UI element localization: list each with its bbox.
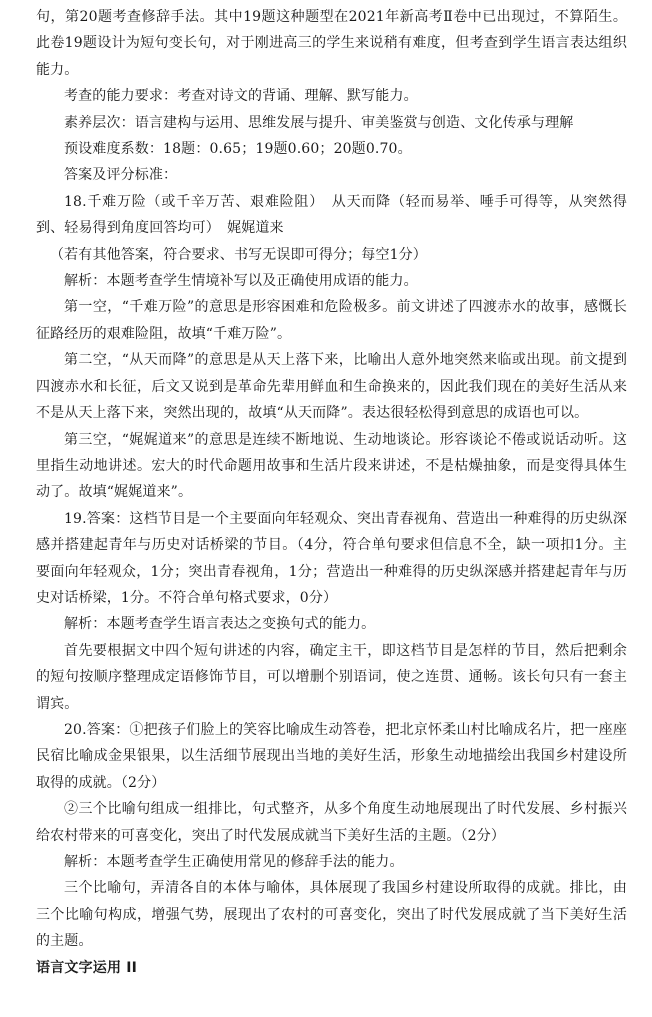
q18-analysis: 解析：本题考查学生情境补写以及正确使用成语的能力。 [64, 273, 418, 290]
q18-scoring: （若有其他答案，符合要求、书写无误即可得分；每空1分） [50, 246, 427, 263]
q20-explanation: 三个比喻句，弄清各自的本体与喻体，具体展现了我国乡村建设所取得的成就。排比，由三个比喻句构成，增强气势，展现出了农村的可喜变化，突出了时代发展成就了当下美好生活的主题。 [36, 880, 627, 950]
difficulty-coefficient: 预设难度系数：18题：0.65；19题0.60；20题0.70。 [64, 141, 412, 158]
q18-answer: 18.千难万险（或千辛万苦、艰难险阻） 从天而降（轻而易举、唾手可得等，从突然得到、轻易得到角度回答均可） 娓娓道来 [36, 193, 627, 237]
section-heading: 语言文字运用 II [36, 959, 138, 976]
intro-paragraph: 句，第20题考查修辞手法。其中19题这种题型在2021年新高考Ⅱ卷中已出现过，不算陌生。此卷19题设计为短句变长句，对于刚进高三的学生来说稍有难度，但考查到学生语言表达组织能力。 [36, 9, 627, 78]
q18-blank-2: 第二空，“从天而降”的意思是从天上落下来，比喻出人意外地突然来临或出现。前文提到四渡赤水和长征，后文又说到是革命先辈用鲜血和生命换来的，因此我们现在的美好生活从来不是从天上落下来，突然出现的，故填“从天而降”。表达很轻松得到意思的成语也可以。 [36, 352, 627, 422]
q20-analysis: 解析：本题考查学生正确使用常见的修辞手法的能力。 [64, 854, 404, 870]
q20-answer-2: ②三个比喻句组成一组排比，句式整齐，从多个角度生动地展现出了时代发展、乡村振兴给农村带来的可喜变化，突出了时代发展成就当下美好生活的主题。（2分） [36, 801, 627, 844]
literacy-level: 素养层次：语言建构与运用、思维发展与提升、审美鉴赏与创造、文化传承与理解 [64, 114, 574, 131]
q20-answer-1: 20.答案：①把孩子们脸上的笑容比喻成生动答卷，把北京怀柔山村比喻成名片，把一座座民宿比喻成金果银果，以生活细节展现出当地的美好生活，形象生动地描绘出我国乡村建设所取得的成就。（2分） [36, 721, 627, 791]
answer-criteria-label: 答案及评分标准： [64, 167, 178, 184]
q18-blank-1: 第一空，“千难万险”的意思是形容困难和危险极多。前文讲述了四渡赤水的故事，感慨长征路经历的艰难险阻，故填“千难万险”。 [36, 299, 627, 342]
q19-answer: 19.答案：这档节目是一个主要面向年轻观众、突出青春视角、营造出一种难得的历史纵深感并搭建起青年与历史对话桥梁的节目。（4分，符合单句要求但信息不全，缺一项扣1分。主要面向年轻观众，1分；突出青春视角，1分；营造出一种难得的历史纵深感并搭建起青年与历史对话桥梁，1分。不符合单句格式要求，0分） [36, 510, 627, 606]
q18-blank-3: 第三空，“娓娓道来”的意思是连续不断地说、生动地谈论。形容谈论不倦或说话动听。这里指生动地讲述。宏大的时代命题用故事和生活片段来讲述，不是枯燥抽象，而是变得具体生动了。故填“娓娓道来”。 [36, 431, 627, 501]
q19-analysis: 解析：本题考查学生语言表达之变换句式的能力。 [64, 616, 376, 633]
q19-explanation: 首先要根据文中四个短句讲述的内容，确定主干，即这档节目是怎样的节目，然后把剩余的短句按顺序整理成定语修饰节目，可以增删个别语词，使之连贯、通畅。该长句只有一套主谓宾。 [36, 642, 627, 712]
ability-requirement: 考查的能力要求：考查对诗文的背诵、理解、默写能力。 [64, 88, 418, 105]
